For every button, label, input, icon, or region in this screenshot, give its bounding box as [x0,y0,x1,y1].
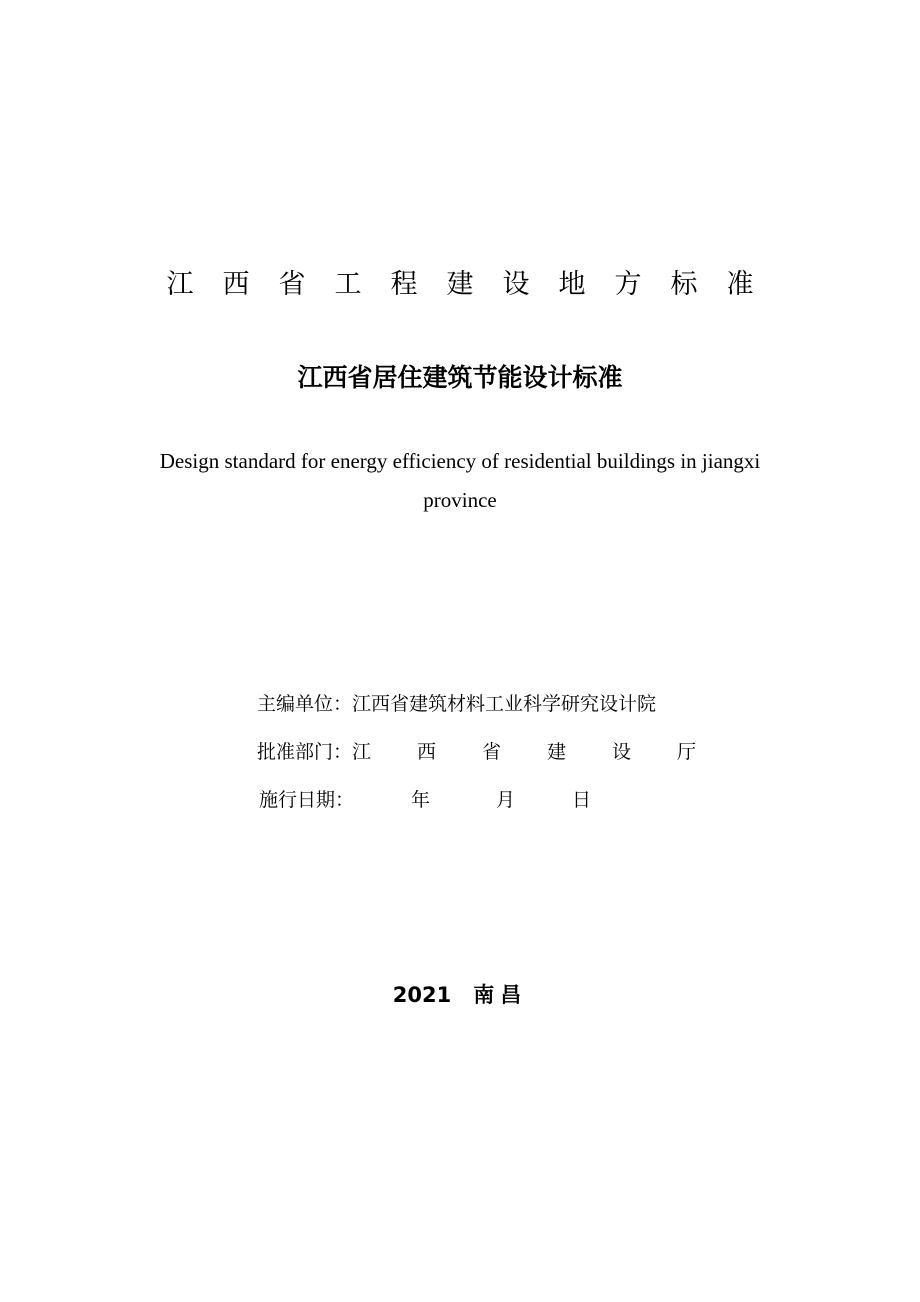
english-title-line-2: province [423,488,497,512]
document-title-english [0,442,920,520]
effective-date-row [259,786,591,814]
effective-date-value [354,786,591,814]
series-char: 标 [670,269,698,300]
approver-char: 西 [417,741,437,763]
date-year-char: 年 [411,789,431,811]
approver-char: 厅 [677,741,697,763]
approver-char: 设 [612,741,632,763]
series-char: 建 [446,269,474,300]
editor-unit-label: 主编单位： [257,693,353,715]
approving-department-label: 批准部门： [257,741,353,763]
series-char: 地 [558,269,586,300]
series-char: 设 [502,269,530,300]
document-title-chinese: 江西省居住建筑节能设计标准 [297,363,623,392]
series-char: 省 [278,269,306,300]
standard-series-heading [0,266,920,304]
series-char: 程 [390,269,418,300]
approver-char: 省 [482,741,502,763]
series-char: 方 [614,269,642,300]
series-char: 工 [334,269,362,300]
publication-footer [0,980,920,1010]
approving-department-row [257,738,696,766]
series-char: 江 [166,269,194,300]
editor-unit-value: 江西省建筑材料工业科学研究设计院 [352,693,657,715]
publication-year: 2021 [392,983,452,1007]
approver-char: 建 [547,741,567,763]
date-day-char: 日 [572,789,592,811]
series-char: 西 [222,269,250,300]
approving-department-value [352,738,696,766]
english-title-line-1: Design standard for energy efficiency of residential buildings in jiangxi [159,449,761,473]
series-char: 准 [726,269,754,300]
publication-city: 南昌 [473,983,528,1007]
effective-date-label: 施行日期： [259,789,355,811]
approver-char: 江 [352,741,372,763]
editor-unit-row [257,690,656,718]
date-month-char: 月 [496,789,516,811]
